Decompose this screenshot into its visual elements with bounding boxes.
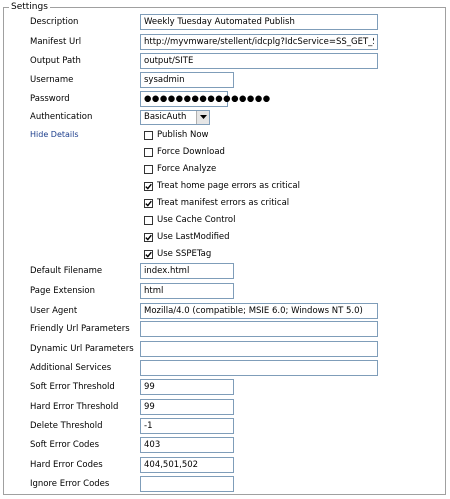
additional-services-input[interactable] [140, 360, 378, 376]
description-input[interactable] [140, 14, 378, 30]
option-checkbox[interactable] [144, 182, 153, 191]
user-agent-input[interactable] [140, 303, 378, 319]
soft-error-threshold-input[interactable] [140, 379, 234, 395]
option-checkbox[interactable] [144, 131, 153, 140]
hard-error-threshold-row [0, 398, 450, 417]
dynamic-url-parameters-input[interactable] [140, 341, 378, 357]
password-label: Password [30, 94, 70, 104]
authentication-label: Authentication [30, 112, 93, 122]
soft-error-codes-input[interactable] [140, 437, 234, 453]
option-label: Use SSPETag [157, 249, 212, 259]
manifest-url-input[interactable] [140, 34, 378, 50]
option-label: Publish Now [157, 130, 209, 140]
hard-error-codes-input[interactable] [140, 457, 234, 473]
hard-error-codes-label: Hard Error Codes [30, 460, 103, 470]
check-icon [145, 183, 152, 190]
hard-error-codes-row [0, 456, 450, 475]
dropdown-button[interactable] [196, 111, 209, 124]
soft-error-codes-label: Soft Error Codes [30, 440, 100, 450]
ignore-error-codes-input[interactable] [140, 476, 234, 492]
hard-error-threshold-input[interactable] [140, 399, 234, 415]
username-row [0, 71, 450, 90]
password-input[interactable]: ●●●●●●●●●●●●●●●● [140, 91, 228, 107]
output-path-input[interactable] [140, 53, 378, 69]
option-checkbox[interactable] [144, 165, 153, 174]
check-icon [145, 251, 152, 258]
option-checkbox[interactable] [144, 199, 153, 208]
additional-services-row [0, 359, 450, 378]
username-label: Username [30, 75, 74, 85]
delete-threshold-input[interactable] [140, 418, 234, 434]
option-label: Treat home page errors as critical [157, 181, 300, 191]
description-row [0, 13, 450, 32]
authentication-selected-value: BasicAuth [144, 112, 187, 122]
description-label: Description [30, 17, 79, 27]
friendly-url-parameters-row [0, 320, 450, 339]
check-icon [145, 200, 152, 207]
hide-details-link[interactable]: Hide Details [30, 130, 79, 139]
additional-services-label: Additional Services [30, 363, 112, 373]
soft-error-threshold-row [0, 378, 450, 397]
option-label: Use LastModified [157, 232, 230, 242]
delete-threshold-label: Delete Threshold [30, 421, 103, 431]
option-label: Treat manifest errors as critical [157, 198, 290, 208]
password-row [0, 90, 450, 109]
output-path-label: Output Path [30, 56, 81, 66]
ignore-error-codes-row [0, 475, 450, 494]
hard-error-threshold-label: Hard Error Threshold [30, 402, 119, 412]
option-checkbox[interactable] [144, 233, 153, 242]
user-agent-row [0, 302, 450, 321]
default-filename-input[interactable] [140, 263, 234, 279]
default-filename-label: Default Filename [30, 266, 103, 276]
option-label: Force Analyze [157, 164, 217, 174]
page-extension-row [0, 282, 450, 301]
friendly-url-parameters-label: Friendly Url Parameters [30, 324, 130, 334]
default-filename-row [0, 262, 450, 281]
user-agent-label: User Agent [30, 306, 78, 316]
soft-error-codes-row [0, 436, 450, 455]
chevron-down-icon [200, 115, 207, 119]
check-icon [145, 234, 152, 241]
manifest-url-label: Manifest Url [30, 37, 82, 47]
manifest-url-row [0, 33, 450, 52]
authentication-select[interactable] [140, 110, 210, 125]
output-path-row [0, 52, 450, 71]
dynamic-url-parameters-row [0, 340, 450, 359]
option-checkbox[interactable] [144, 216, 153, 225]
delete-threshold-row [0, 417, 450, 436]
option-label: Use Cache Control [157, 215, 236, 225]
hide-details-row [0, 125, 450, 144]
soft-error-threshold-label: Soft Error Threshold [30, 382, 115, 392]
settings-legend: Settings [11, 2, 48, 12]
option-label: Force Download [157, 147, 225, 157]
option-checkbox[interactable] [144, 148, 153, 157]
ignore-error-codes-label: Ignore Error Codes [30, 479, 110, 489]
username-input[interactable] [140, 72, 234, 88]
option-checkbox[interactable] [144, 250, 153, 259]
page-extension-input[interactable] [140, 283, 234, 299]
page-extension-label: Page Extension [30, 286, 96, 296]
friendly-url-parameters-input[interactable] [140, 321, 378, 337]
dynamic-url-parameters-label: Dynamic Url Parameters [30, 344, 134, 354]
